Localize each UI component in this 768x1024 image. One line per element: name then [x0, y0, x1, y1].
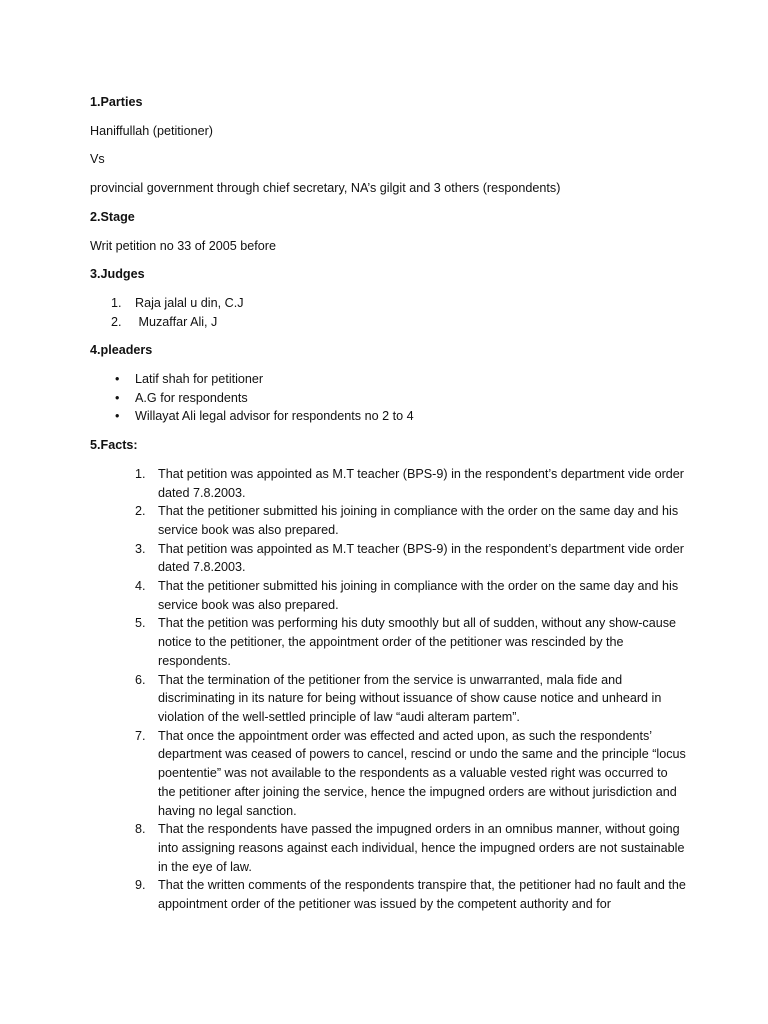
fact-text: That the petitioner submitted his joining in compliance with the order on the same day and his service book was also prepared.	[158, 579, 679, 612]
list-number: 7.	[135, 728, 146, 743]
bullet-icon: •	[115, 372, 120, 387]
list-number: 8.	[135, 822, 146, 837]
judges-heading: 3.Judges	[90, 267, 145, 282]
list-number: 1.	[111, 295, 122, 310]
list-item	[90, 671, 688, 727]
versus-text: Vs	[90, 152, 105, 167]
list-item	[90, 540, 688, 577]
list-number: 5.	[135, 616, 146, 631]
pleader-text: Latif shah for petitioner	[135, 372, 264, 387]
list-item	[90, 727, 688, 821]
list-number: 9.	[135, 878, 146, 893]
pleader-text: A.G for respondents	[135, 390, 248, 405]
list-item	[90, 577, 688, 614]
fact-text: That the respondents have passed the impugned orders in an omnibus manner, without going into assigning reasons against each individual, hence the impugned orders are not sustainable in the eye of law.	[158, 822, 685, 874]
parties-heading: 1.Parties	[90, 95, 143, 109]
list-number: 4.	[135, 579, 146, 594]
stage-heading: 2.Stage	[90, 209, 135, 224]
judge-name: Muzaffar Ali, J	[135, 314, 218, 329]
list-item	[90, 370, 690, 389]
list-number: 2.	[135, 504, 146, 519]
list-item	[90, 820, 688, 876]
list-item	[90, 313, 690, 332]
list-number: 2.	[111, 314, 122, 329]
bullet-icon: •	[115, 409, 120, 424]
stage-text: Writ petition no 33 of 2005 before	[90, 238, 276, 253]
fact-text: That the written comments of the respondents transpire that, the petitioner had no fault and the appointment order of the petitioner was issued by the competent authority and for	[158, 878, 686, 912]
list-number: 6.	[135, 672, 146, 687]
facts-heading: 5.Facts:	[90, 438, 138, 453]
fact-text: That petition was appointed as M.T teacher (BPS-9) in the respondent’s department vide order dated 7.8.2003.	[158, 466, 684, 500]
fact-text: That the petition was performing his duty smoothly but all of sudden, without any show-cause notice to the petitioner, the appointment order of the petitioner was rescinded by the respondents.	[158, 616, 677, 668]
list-item	[90, 389, 690, 408]
judges-list	[90, 294, 690, 331]
fact-text: That the petitioner submitted his joining in compliance with the order on the same day and his service book was also prepared.	[158, 504, 679, 537]
pleaders-heading: 4.pleaders	[90, 343, 153, 358]
fact-text: That the termination of the petitioner from the service is unwarranted, mala fide and discriminating in its nature for being without issuance of show cause notice and unheard in violation of the well-settled principle of law “audi alteram partem”.	[158, 672, 662, 724]
facts-list	[90, 465, 690, 914]
list-item	[90, 294, 690, 313]
list-item	[90, 465, 688, 502]
bullet-icon: •	[115, 390, 120, 405]
pleaders-list	[90, 370, 690, 426]
fact-text: That petition was appointed as M.T teacher (BPS-9) in the respondent’s department vide order dated 7.8.2003.	[158, 541, 684, 575]
respondents-text: provincial government through chief secretary, NA’s gilgit and 3 others (respondents)	[90, 181, 561, 196]
fact-text: That once the appointment order was effected and acted upon, as such the respondents’ department was ceased of powers to cancel, rescind or undo the same and the principle “locus poententie” was not available to the respondents as a valuable vested right was occurred to the petitioner after joining the service, hence the impugned orders are without jurisdiction and having no legal sanction.	[158, 728, 686, 818]
document-body	[90, 93, 690, 914]
petitioner-text: Haniffullah (petitioner)	[90, 123, 213, 138]
list-item	[90, 407, 690, 426]
judge-name: Raja jalal u din, C.J	[135, 295, 244, 310]
list-number: 1.	[135, 466, 146, 481]
list-item	[90, 876, 688, 913]
list-number: 3.	[135, 541, 146, 556]
list-item	[90, 502, 688, 539]
pleader-text: Willayat Ali legal advisor for respondents no 2 to 4	[135, 409, 414, 424]
list-item	[90, 614, 688, 670]
